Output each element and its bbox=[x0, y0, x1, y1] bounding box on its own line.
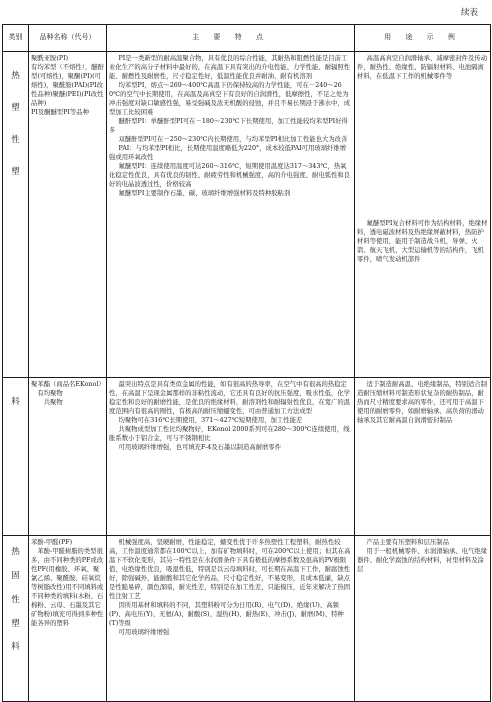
features-cell: 机械强度高，坚硬耐磨，性能稳定，蠕变性优于许多热塑性工程塑料，耐热性较高，工作温度通常都在100℃以上，加有矿物填料时，可在200℃以上使用；但其在高温下不软化变形，其另一特性是在水润滑条件下具有极低的摩擦系数及很高的PV极限值，电绝缘性优良，吸湿性低，特别是以云母填料时，可长期在高温下工作，耐腐蚀性好，除强碱外，能耐酸和其它化学药品，尺寸稳定性好，不易变形，且成本低廉，缺点是性脆易碎，颜色深暗，耐光性差，特别是在加工性差，只能模压，近年来解决了热固性注射工艺 因所用基材和填料的不同，其塑料粉可分为日用(R)、电气(D)、绝缘(U)、高频(P)、高电压(Y)、无氨(A)、耐酸(S)、湿热(H)、耐热(E)、冲击(J)、耐磨(M)、特种(T)等级 可用玻璃纤维增强 bbox=[107, 536, 355, 702]
uses-cell: 适于制造耐高温、电绝缘制品，特别适合制造耐压缩材料可制造形状复杂的耐热制品，耐热而尺寸精度要求高的零件，还可用于高温下使用的耐磨零件，如耐磨轴承、高负荷的滑动轴承及其它耐高温自润滑密封制品 bbox=[355, 378, 491, 536]
header-category: 类别 bbox=[3, 25, 29, 52]
category-cell: 热 塑 性 塑 bbox=[3, 52, 29, 378]
table-row bbox=[3, 536, 491, 702]
uses-cell: 高温高真空自润滑轴承、减摩密封件及传动件，耐热性、绝缘性、防辐射材料、电池隔离材料，在低温下工作的机械零件等 氟醚型PI复合材料可作为结构材料，绝缘材料，透电磁波材料及热绝缘屏蔽材料，热防护材料等使用，能用于制造战斗机，导弹、火箭、航天飞机、大型运输机等的结构件，飞机零件，喷气发动机部件 bbox=[355, 52, 491, 378]
properties-table bbox=[2, 24, 491, 702]
table-row bbox=[3, 378, 491, 536]
header-features: 主 要 特 点 bbox=[107, 25, 355, 52]
table-header-row bbox=[3, 25, 491, 52]
uses-cell: 产品主要有压塑料和层压制品 用于一般机械零件、水润滑轴承、电气绝缘器件、耐化学腐蚀的结构材料，衬里材料及涂层 bbox=[355, 536, 491, 702]
name-cell: 聚酰亚胺(PI) 有均苯型（不熔性），醚酐型(可熔性)，聚酮(PI)(可熔性)，聚酰胺(PAI)(PI改性品种)聚醚(PEI)(PI改性品种) PI及酮醚型PI等品种 bbox=[29, 52, 107, 378]
header-name: 品种名称（代号） bbox=[29, 25, 107, 52]
category-cell: 料 bbox=[3, 378, 29, 536]
table-row bbox=[3, 52, 491, 378]
name-cell: 苯酚-甲醛(PF) 苯酚-甲醛树脂的类型很多，由不同种类的PF或改性PF(用橡胶、环氧、聚氯乙烯、聚酰胺、硅氧烷等树脂改性)用不同填料或不同种类的填料(木粉、石棉粉、云母、石墨及其它矿物粉)填充可得到多种性能各异的塑料 bbox=[29, 536, 107, 702]
features-cell: PI是一类新型的耐高温聚合物，具有优良的综合性能，其耐热和阻燃性能是目前工业化生产的高分子材料中最好的，在高温下具有突出的介电性能、力学性能、耐辐照性能、耐燃性及耐磨性，尺寸稳定性好，低温性能优良并耐油、耐有机溶剂 均苯型PI，熔点～269～400℃高温下仍保持较高的力学性能，可在－240～260℃的空气中长期使用，在高温及高真空下有良好的自润滑性，低摩擦性，不足之处为冲击强度对缺口敏感性强，易受强碱及浓无机酸的侵蚀，并且不易长期浸于沸水中，成型加工比较困难 醚酐型PI：单醚酐型PI可在－180～230℃下长期使用，加工性能较均苯型PI好得多 双醚酐型PI可在－250～230℃内长期使用，与均苯型PI相比加工性能也大为改善 PAI：与均苯型PI相比，长期使用温度略低为220°，成本较低PAI可用玻璃纤维增强或用环氧改性 氟醚型PI：连续使用温度可达260～316℃，短期使用温度达317～343℃，热氧化稳定性优良，具有优良的韧性、耐疲劳性和机械强度，高的介电强度、耐电弧性和良好的电晶波透过性，价格较高 氟醚型PI主要制作石墨、碳、玻璃纤维增强材料及特种胶粘剂 bbox=[107, 52, 355, 378]
category-cell: 热 固 性 塑 料 bbox=[3, 536, 29, 702]
features-cell: 最突出特点是具有类似金属的性能，如有很高的热导率，在空气中有很高的热稳定性，在高温下呈现金属那样的非粘性流动，它还具有良好的抗压强度，吸水性低，化学稳定性和良好的耐磨性能，是优良的绝缘材料，耐溶剂性和耐辐射性优良，在宽广的温度范围内有很高的刚性，有极高的耐压缩蠕变性，可由普通加工方法成型 均聚物可在316℃长期使用，371～427℃短期使用，加工性能差 共聚物成型加工性比均聚物好，EKonol 2000系列可在280～300℃连续使用，线胀系数小于铝合金，可与不锈钢相比 可用玻璃纤维增强，也可填充F-4及石墨以制造高耐磨零件 bbox=[107, 378, 355, 536]
header-uses: 用 途 示 例 bbox=[355, 25, 491, 52]
name-cell: 聚苯酯（商品名EKonol） 有均聚物 共聚物 bbox=[29, 378, 107, 536]
continued-label: 续表 bbox=[460, 8, 478, 18]
